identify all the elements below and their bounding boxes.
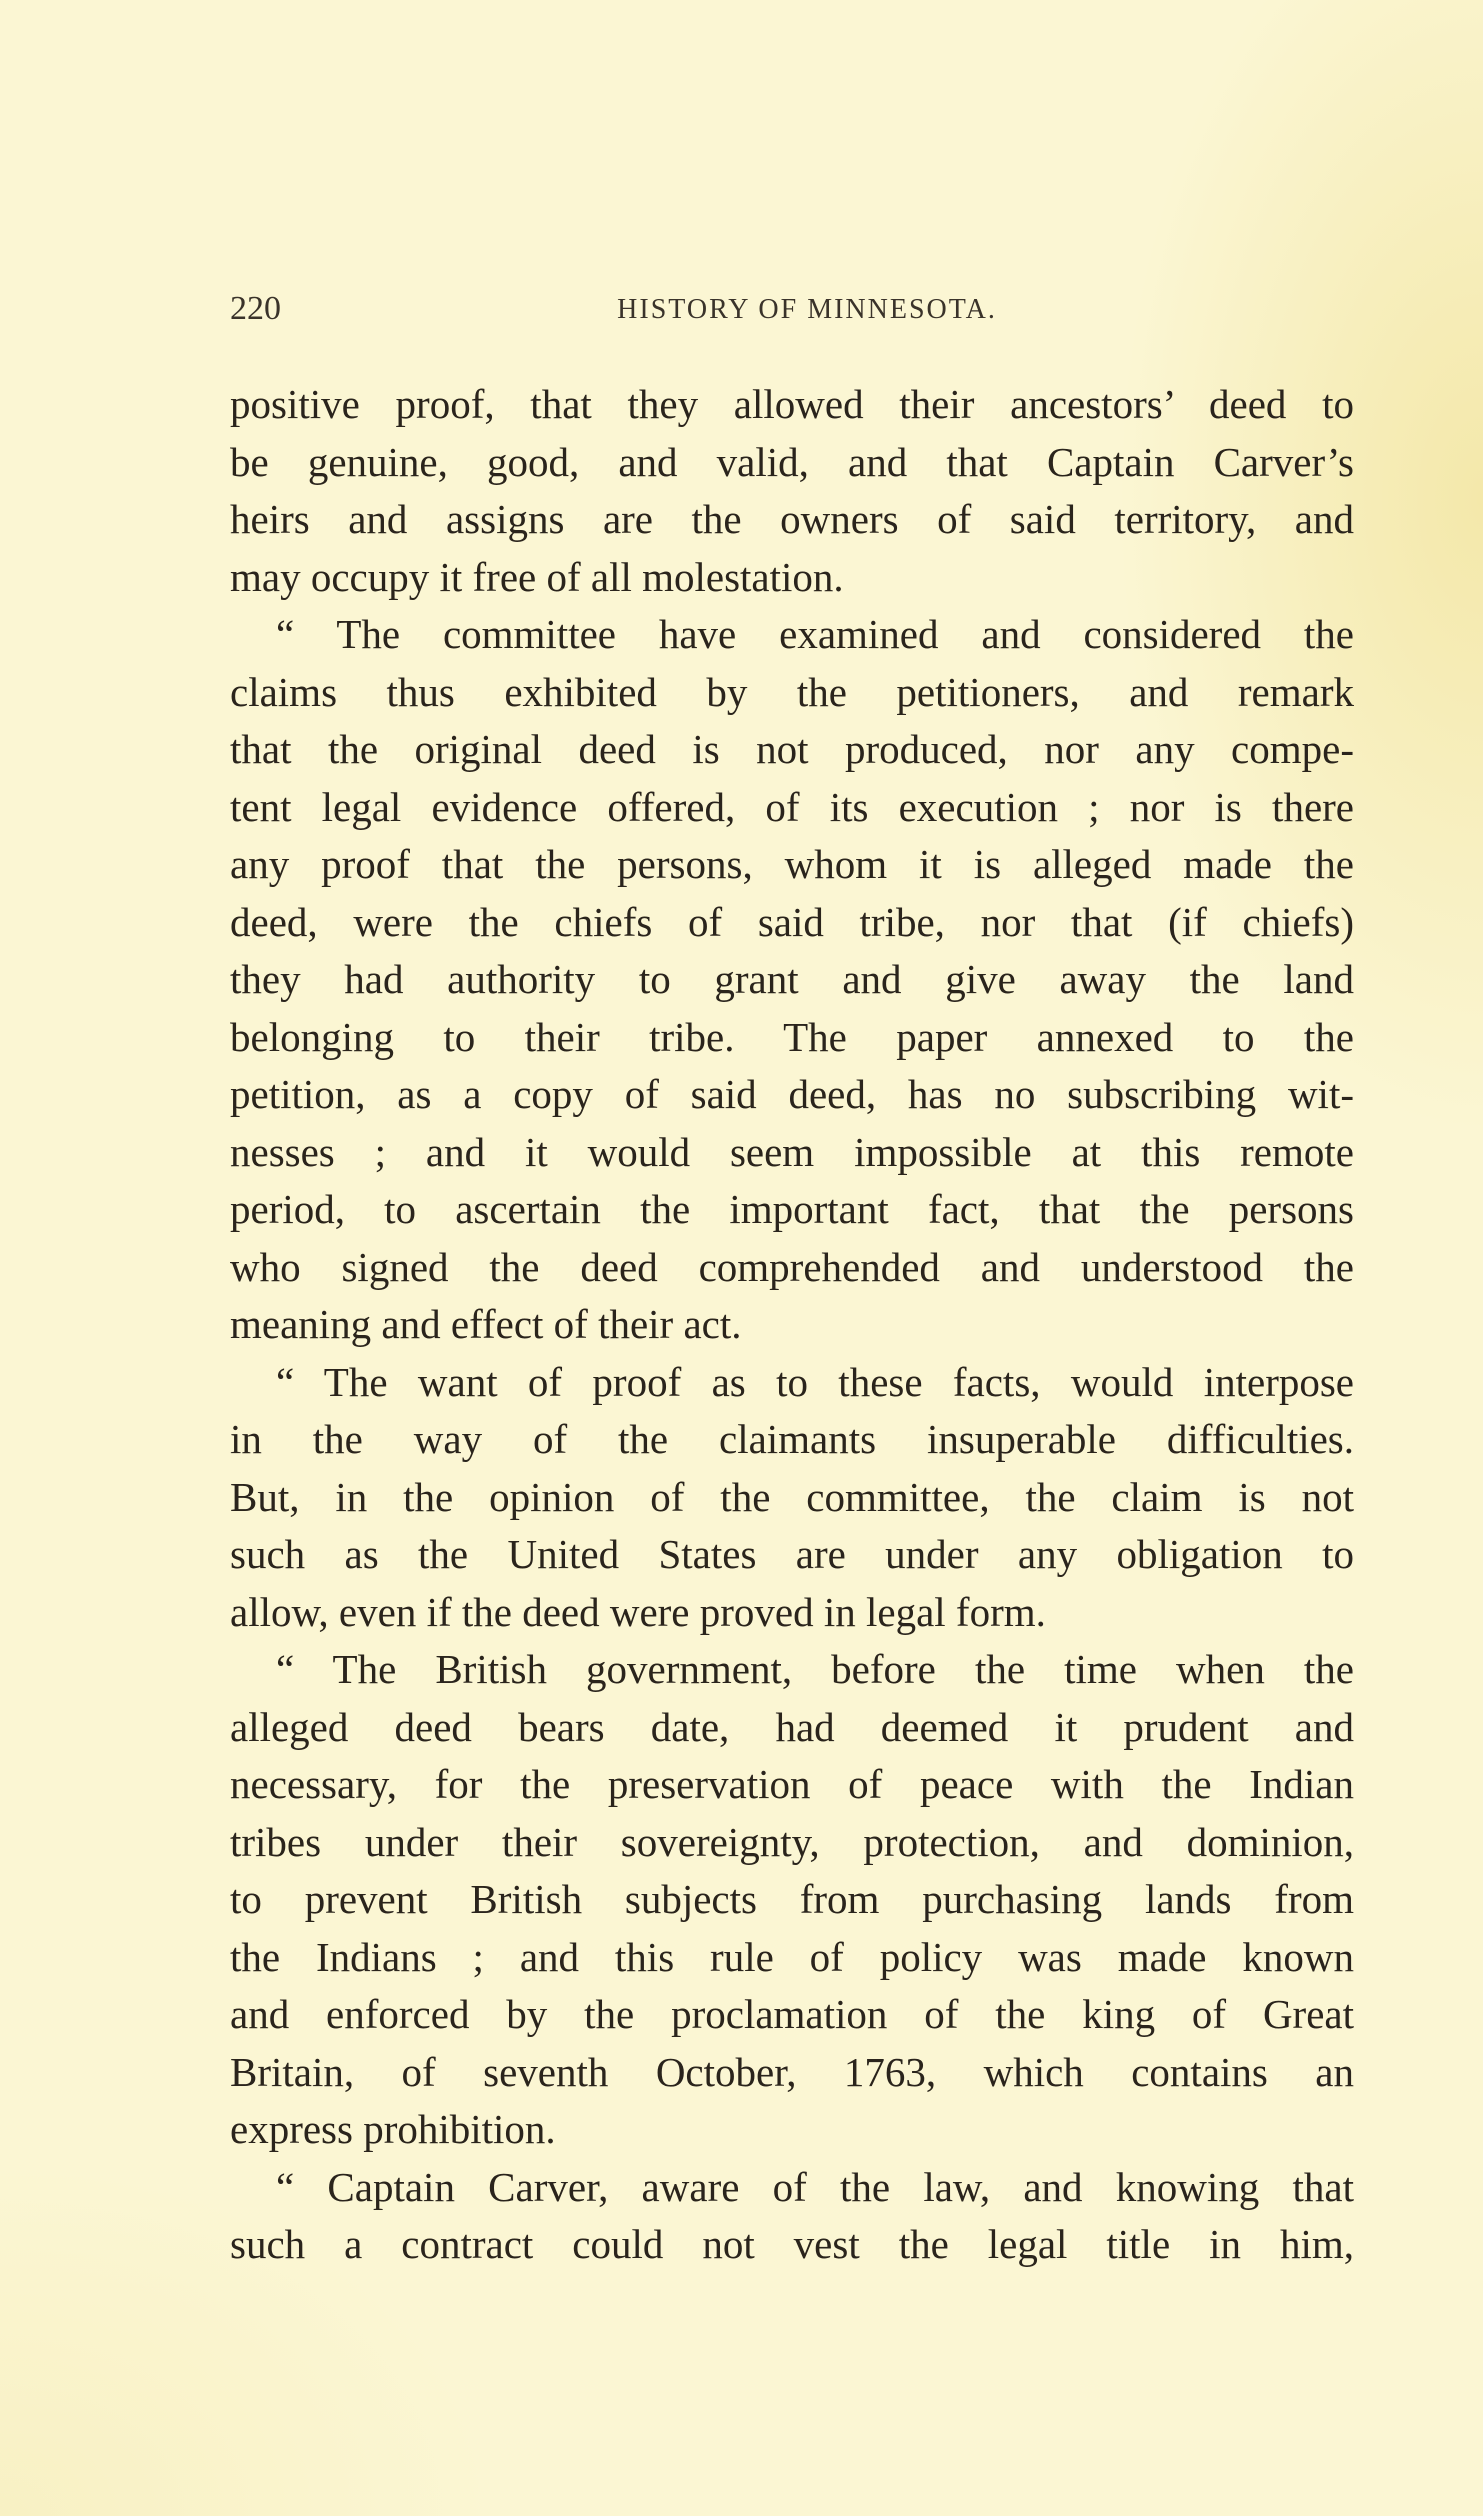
text-line: such a contract could not vest the legal title in him,: [230, 2221, 1354, 2267]
text-line: in the way of the claimants insuperable difficulties.: [230, 1416, 1354, 1462]
text-line: they had authority to grant and give away the land: [230, 956, 1354, 1002]
text-line: “ Captain Carver, aware of the law, and knowing that: [276, 2163, 1354, 2210]
text-line: tent legal evidence offered, of its execution ; nor is there: [230, 783, 1354, 830]
text-line: heirs and assigns are the owners of said territory, and: [230, 496, 1354, 542]
text-line: alleged deed bears date, had deemed it prudent and: [230, 1703, 1354, 1750]
text-line: and enforced by the proclamation of the king of Great: [230, 1991, 1354, 2037]
text-line: to prevent British subjects from purchasing lands from: [230, 1876, 1354, 1922]
text-line: petition, as a copy of said deed, has no subscribing wit-: [230, 1071, 1354, 1117]
text-line: belonging to their tribe. The paper annexed to the: [230, 1013, 1354, 1060]
text-line: “ The want of proof as to these facts, would interpose: [276, 1358, 1354, 1405]
text-line: who signed the deed comprehended and understood the: [230, 1243, 1354, 1290]
text-line: positive proof, that they allowed their ancestors’ deed to: [230, 381, 1354, 427]
text-line: meaning and effect of their act.: [230, 1301, 742, 1347]
text-line: tribes under their sovereignty, protection, and dominion,: [230, 1818, 1354, 1865]
text-line: necessary, for the preservation of peace with the Indian: [230, 1761, 1354, 1807]
text-line: that the original deed is not produced, nor any compe-: [230, 726, 1354, 772]
text-line: allow, even if the deed were proved in legal form.: [230, 1588, 1046, 1635]
text-line: Britain, of seventh October, 1763, which contains an: [230, 2048, 1354, 2095]
text-line: “ The British government, before the time when the: [276, 1646, 1354, 1692]
text-line: may occupy it free of all molestation.: [230, 553, 844, 600]
text-line: period, to ascertain the important fact, that the persons: [230, 1186, 1354, 1232]
page-number: 220: [230, 290, 281, 327]
running-head: [230, 290, 1354, 334]
running-title: HISTORY OF MINNESOTA.: [617, 294, 997, 325]
text-line: the Indians ; and this rule of policy was made known: [230, 1933, 1354, 1980]
text-line: express prohibition.: [230, 2106, 556, 2152]
text-line: deed, were the chiefs of said tribe, nor that (if chiefs): [230, 898, 1354, 945]
text-line: such as the United States are under any obligation to: [230, 1531, 1354, 1577]
text-line: But, in the opinion of the committee, the claim is not: [230, 1473, 1354, 1520]
text-line: nesses ; and it would seem impossible at this remote: [230, 1128, 1354, 1175]
text-line: be genuine, good, and valid, and that Captain Carver’s: [230, 438, 1354, 485]
text-line: any proof that the persons, whom it is alleged made the: [230, 841, 1354, 887]
text-line: claims thus exhibited by the petitioners, and remark: [230, 668, 1354, 715]
text-line: “ The committee have examined and considered the: [276, 611, 1354, 657]
body-text: [230, 376, 1354, 2274]
